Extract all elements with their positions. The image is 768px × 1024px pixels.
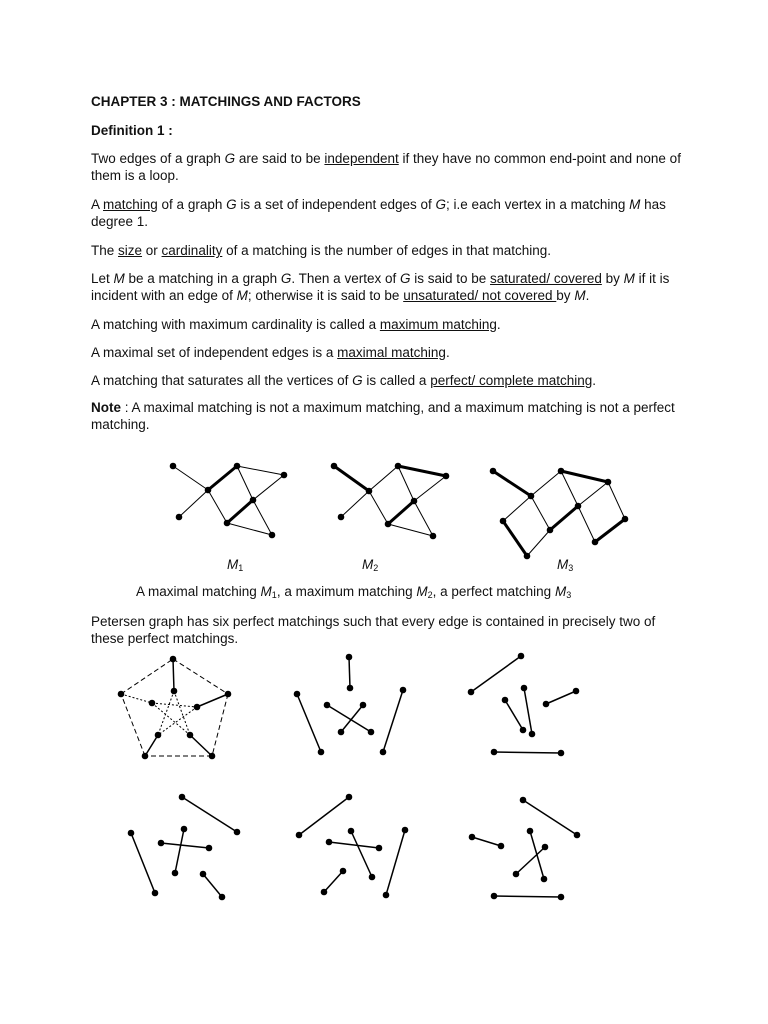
term-maximal-matching: maximal matching [337,345,446,360]
term-maximum-matching: maximum matching [379,317,497,332]
text: is said to be [410,271,491,286]
text: are said to be [235,151,325,166]
text: ; i.e each vertex in a matching [446,197,630,212]
var-m: M [554,584,567,599]
text: ; otherwise it is said to be [247,288,404,303]
label-sub: 3 [568,563,574,573]
text: A matching with maximum cardinality is called a [91,317,380,332]
term-perfect-matching: perfect/ complete matching [430,373,593,388]
label-letter: M [227,557,239,572]
var-m: M [113,271,125,286]
var-m: M [416,584,428,599]
term-unsaturated: unsaturated/ not covered [403,288,557,303]
var-m: M [629,197,641,212]
text: of a graph [157,197,227,212]
text: . [445,345,450,360]
term-cardinality: cardinality [161,243,223,258]
term-size: size [118,243,143,258]
perfect-matching-4 [296,794,409,899]
perfect-matching-5 [469,797,581,901]
text: or [142,243,162,258]
label-sub: 2 [373,563,379,573]
graph-m3 [490,468,629,560]
text: is called a [362,373,431,388]
var-m: M [623,271,635,286]
sub: 2 [427,590,433,600]
text: A maximal matching [136,584,261,599]
graph-m2 [331,463,450,540]
note-label: Note [91,400,121,415]
label-letter: M [557,557,569,572]
text: , a maximum matching [276,584,417,599]
sub: 1 [271,590,277,600]
text: The [91,243,119,258]
text: if they have no common end-point and none of them is a loop. [91,151,681,183]
label-m3 [557,557,573,573]
term-independent: independent [324,151,399,166]
perfect-matching-3 [128,794,241,901]
sub: 3 [566,590,572,600]
var-g: G [226,197,237,212]
label-sub: 1 [238,563,244,573]
label-m2 [362,557,378,573]
text: , a perfect matching [432,584,555,599]
var-g: G [399,271,411,286]
text: . Then a vertex of [291,271,400,286]
term-saturated: saturated/ covered [490,271,602,286]
text: if it is incident with an edge of [91,271,670,303]
var-m: M [260,584,272,599]
var-g: G [224,151,236,166]
text: has degree 1. [91,197,666,229]
text: . [592,373,597,388]
text: . [585,288,590,303]
var-m: M [574,288,586,303]
text: be a matching in a graph [124,271,281,286]
var-g: G [352,373,363,388]
label-m1 [227,557,243,573]
text: is a set of independent edges of [236,197,436,212]
text: A [91,197,104,212]
perfect-matching-2 [468,653,580,757]
note-text: : A maximal matching is not a maximum matching, and a maximum matching is not a perfect matching. [91,400,675,432]
definition-heading: Definition 1 : [91,123,173,138]
text: by [601,271,624,286]
paragraph-petersen: Petersen graph has six perfect matchings such that every edge is contained in precisely two of these perfect matchings. [91,614,656,646]
text: A matching that saturates all the vertices of [91,373,353,388]
term-matching: matching [103,197,158,212]
text: Let [91,271,114,286]
text: . [496,317,501,332]
var-m: M [236,288,248,303]
figure-caption [136,584,571,600]
perfect-matching-1 [294,654,407,756]
petersen-graph [118,656,232,760]
graph-m1 [170,463,288,539]
text: A maximal set of independent edges is a [91,345,338,360]
var-g: G [435,197,447,212]
label-letter: M [362,557,374,572]
text: Two edges of a graph [91,151,225,166]
chapter-title: CHAPTER 3 : MATCHINGS AND FACTORS [91,94,361,109]
text: by [556,288,575,303]
var-g: G [280,271,292,286]
text: of a matching is the number of edges in that matching. [222,243,552,258]
